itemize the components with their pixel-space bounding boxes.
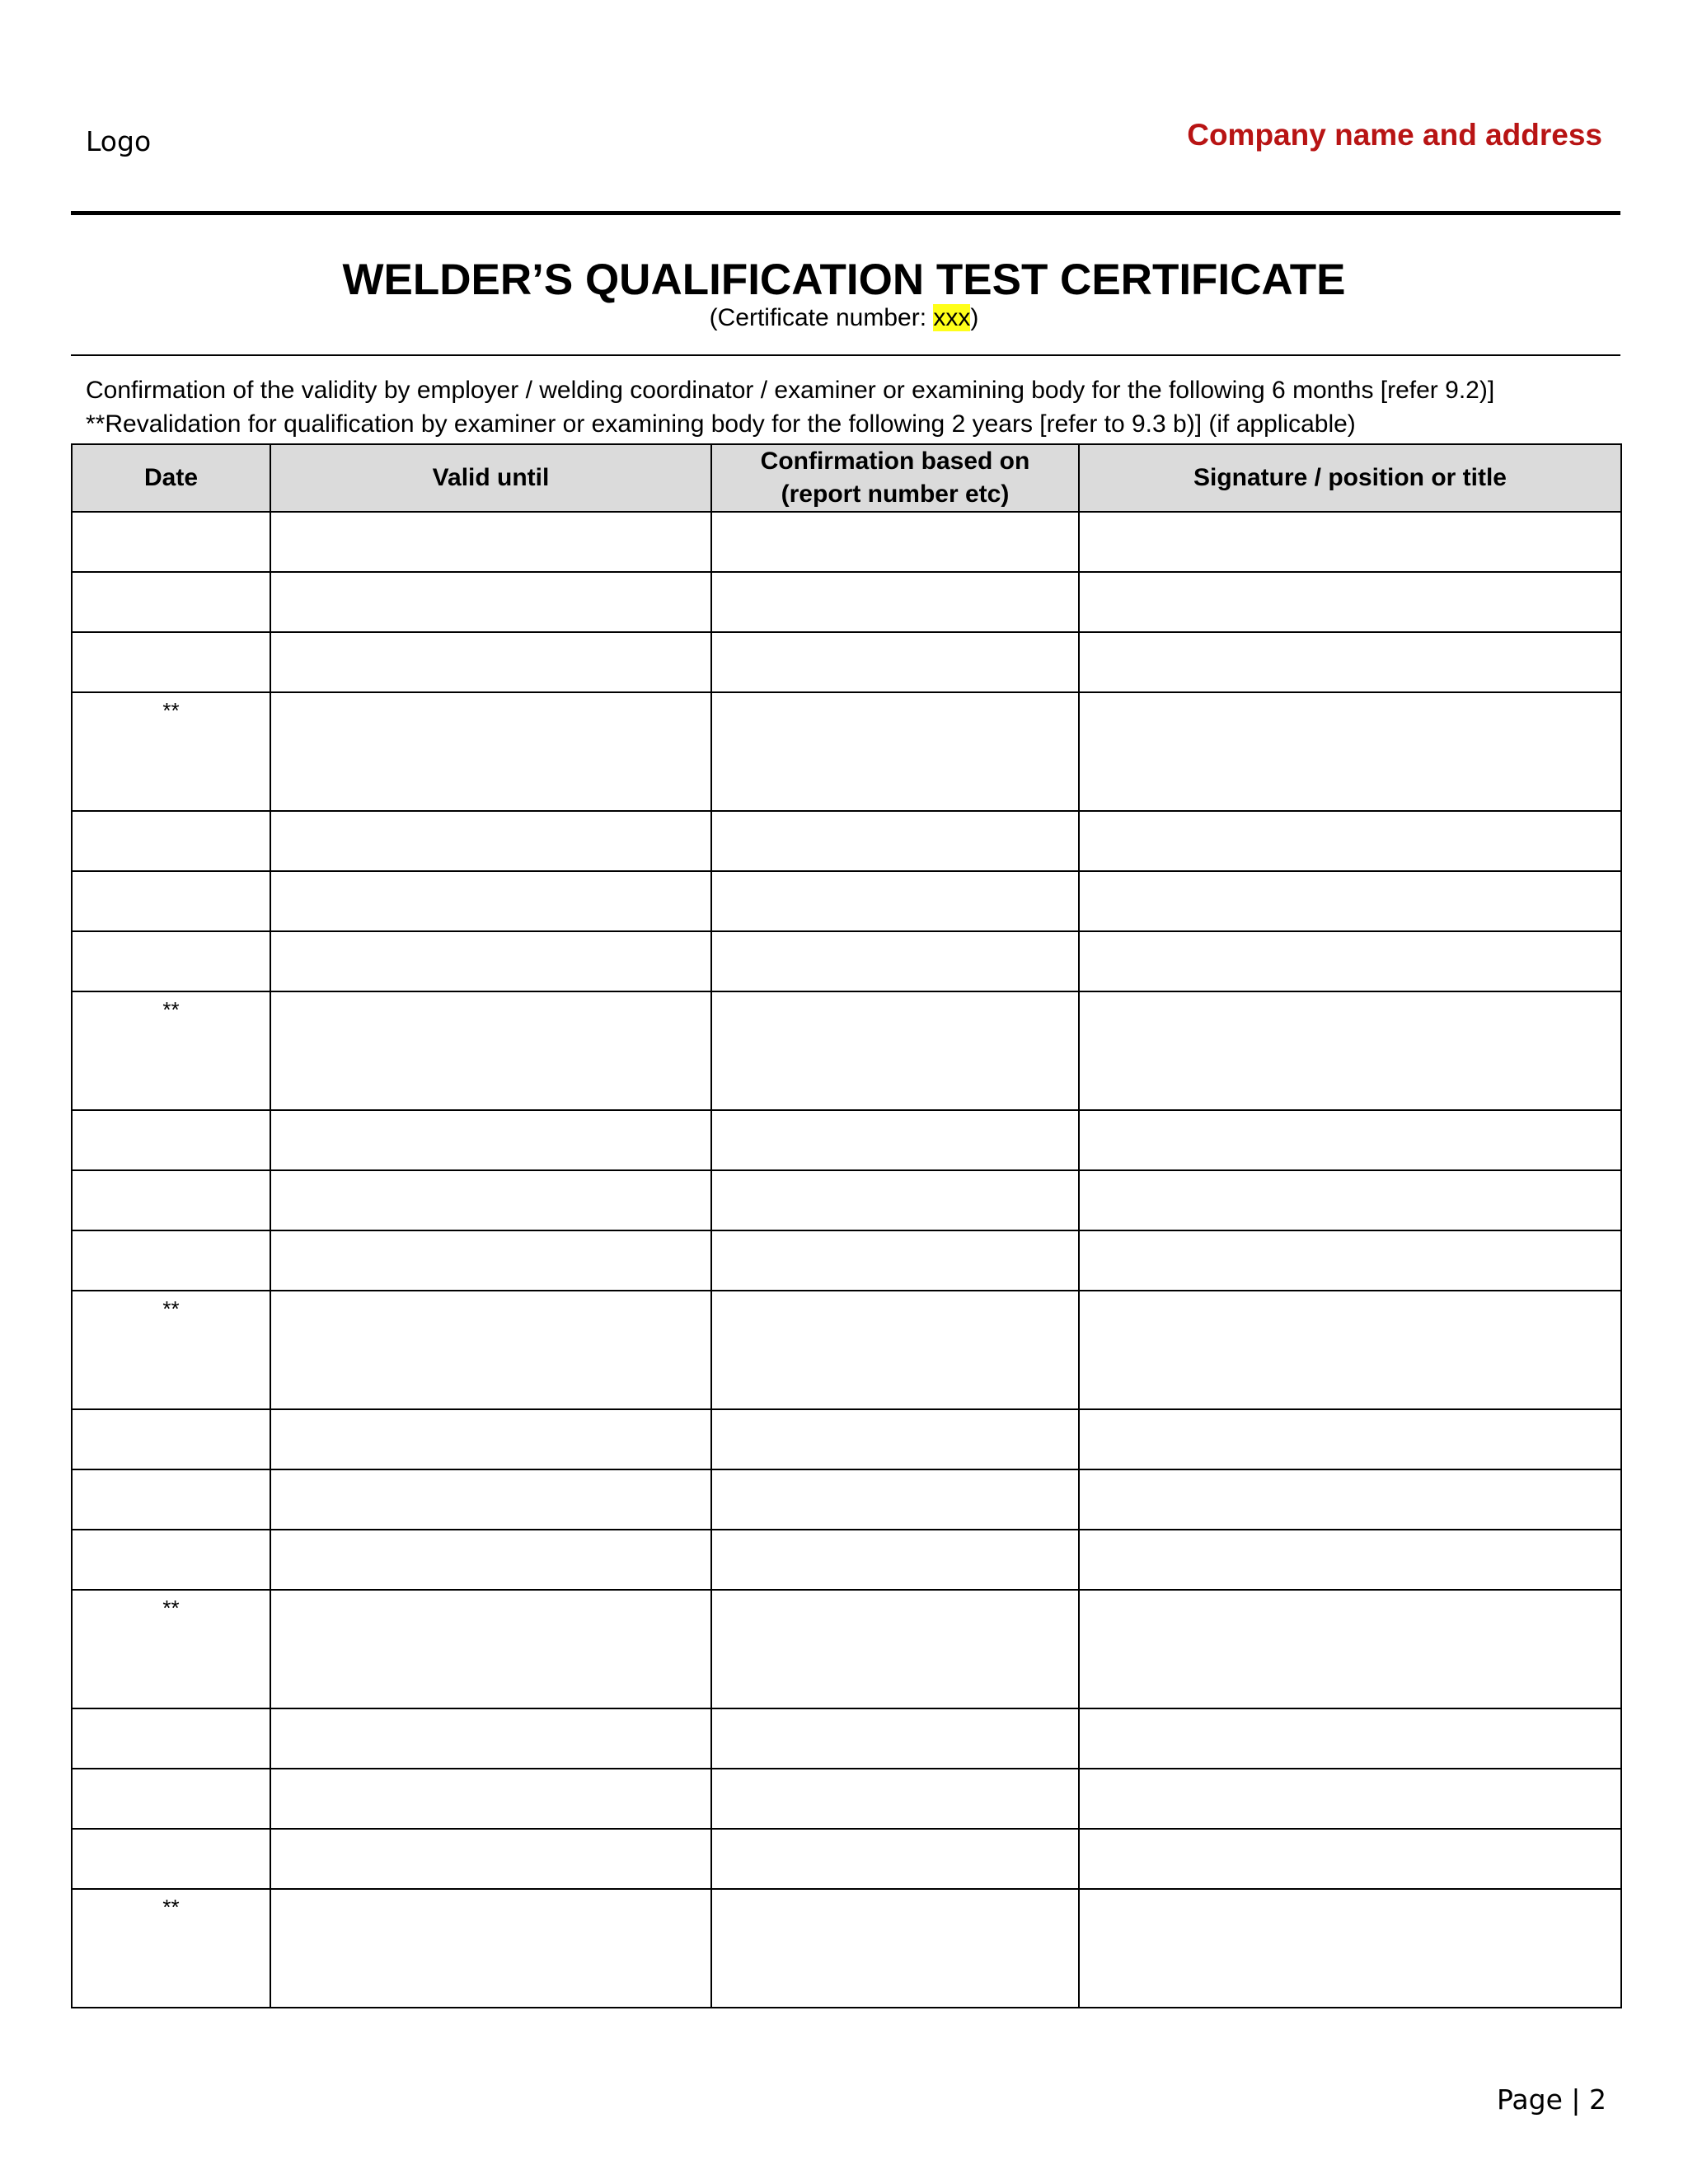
date-cell[interactable]	[72, 931, 270, 991]
valid-until-cell[interactable]	[270, 1889, 711, 2008]
date-cell[interactable]	[72, 811, 270, 871]
revalidation-marker	[73, 1830, 270, 1836]
signature-cell[interactable]	[1079, 1409, 1621, 1469]
valid-until-cell[interactable]	[270, 1110, 711, 1170]
logo-placeholder: Logo	[86, 125, 152, 157]
revalidation-marker: **	[162, 997, 180, 1022]
date-cell[interactable]	[72, 1829, 270, 1889]
valid-until-cell[interactable]	[270, 512, 711, 572]
revalidation-marker	[73, 513, 270, 519]
signature-cell[interactable]	[1079, 931, 1621, 991]
date-cell[interactable]	[72, 1291, 270, 1409]
table-body	[72, 512, 1621, 2008]
confirmation-cell[interactable]	[711, 1769, 1079, 1829]
revalidation-marker	[73, 812, 270, 818]
revalidation-marker: **	[162, 1596, 180, 1620]
table-row	[72, 1889, 1621, 2008]
table-row	[72, 1769, 1621, 1829]
signature-cell[interactable]	[1079, 572, 1621, 632]
date-cell[interactable]	[72, 632, 270, 692]
date-cell[interactable]	[72, 1889, 270, 2008]
table-row	[72, 1530, 1621, 1590]
column-header-date: Date	[72, 444, 270, 512]
valid-until-cell[interactable]	[270, 1769, 711, 1829]
table-row	[72, 692, 1621, 811]
confirmation-cell[interactable]	[711, 1889, 1079, 2008]
revalidation-marker	[73, 1530, 270, 1537]
page-number: Page | 2	[1497, 2083, 1606, 2116]
table-row	[72, 1110, 1621, 1170]
column-header-signature: Signature / position or title	[1079, 444, 1621, 512]
signature-cell[interactable]	[1079, 512, 1621, 572]
valid-until-cell[interactable]	[270, 692, 711, 811]
confirmation-cell[interactable]	[711, 1708, 1079, 1769]
confirmation-cell[interactable]	[711, 632, 1079, 692]
table-row	[72, 572, 1621, 632]
signature-cell[interactable]	[1079, 811, 1621, 871]
date-cell[interactable]	[72, 1769, 270, 1829]
column-header-valid-until: Valid until	[270, 444, 711, 512]
table-row	[72, 811, 1621, 871]
valid-until-cell[interactable]	[270, 871, 711, 931]
valid-until-cell[interactable]	[270, 1230, 711, 1291]
revalidation-marker	[73, 1470, 270, 1477]
valid-until-cell[interactable]	[270, 1708, 711, 1769]
confirmation-cell[interactable]	[711, 811, 1079, 871]
valid-until-cell[interactable]	[270, 931, 711, 991]
date-cell[interactable]	[72, 692, 270, 811]
table-row	[72, 1590, 1621, 1708]
signature-cell[interactable]	[1079, 991, 1621, 1110]
date-cell[interactable]	[72, 572, 270, 632]
certificate-number-value: xxx	[933, 304, 971, 331]
table-row	[72, 871, 1621, 931]
date-cell[interactable]	[72, 1530, 270, 1590]
signature-cell[interactable]	[1079, 1889, 1621, 2008]
valid-until-cell[interactable]	[270, 1469, 711, 1530]
title-divider	[71, 354, 1620, 356]
certificate-number-line	[0, 303, 1688, 333]
table-row	[72, 512, 1621, 572]
confirmation-cell[interactable]	[711, 991, 1079, 1110]
date-cell[interactable]	[72, 991, 270, 1110]
confirmation-cell[interactable]	[711, 931, 1079, 991]
signature-cell[interactable]	[1079, 1769, 1621, 1829]
valid-until-cell[interactable]	[270, 1829, 711, 1889]
certificate-number-prefix: (Certificate number:	[709, 304, 934, 331]
table-row	[72, 1230, 1621, 1291]
header-divider	[71, 211, 1620, 215]
revalidation-note: **Revalidation for qualification by examiner or examining body for the following 2 years [refer to 9.3 b)] (if applicable)	[86, 410, 1356, 438]
revalidation-marker	[73, 872, 270, 879]
page-title: WELDER’S QUALIFICATION TEST CERTIFICATE	[342, 255, 1346, 304]
valid-until-cell[interactable]	[270, 1409, 711, 1469]
confirmation-cell[interactable]	[711, 1110, 1079, 1170]
table-row	[72, 1708, 1621, 1769]
certificate-number-suffix: )	[970, 304, 979, 331]
table-row	[72, 1291, 1621, 1409]
date-cell[interactable]	[72, 1469, 270, 1530]
table-row	[72, 1829, 1621, 1889]
confirmation-cell[interactable]	[711, 1829, 1079, 1889]
confirmation-cell[interactable]	[711, 1409, 1079, 1469]
company-name-address: Company name and address	[1187, 118, 1602, 152]
signature-cell[interactable]	[1079, 632, 1621, 692]
valid-until-cell[interactable]	[270, 1530, 711, 1590]
signature-cell[interactable]	[1079, 871, 1621, 931]
column-header-confirmation	[711, 444, 1079, 512]
signature-cell[interactable]	[1079, 692, 1621, 811]
signature-cell[interactable]	[1079, 1708, 1621, 1769]
revalidation-marker	[73, 1231, 270, 1238]
table-row	[72, 1170, 1621, 1230]
date-cell[interactable]	[72, 871, 270, 931]
valid-until-cell[interactable]	[270, 1170, 711, 1230]
valid-until-cell[interactable]	[270, 632, 711, 692]
confirmation-cell[interactable]	[711, 1530, 1079, 1590]
revalidation-marker	[73, 1410, 270, 1417]
table-row	[72, 632, 1621, 692]
signature-cell[interactable]	[1079, 1110, 1621, 1170]
signature-cell[interactable]	[1079, 1469, 1621, 1530]
column-header-confirmation-text: Confirmation based on (report number etc)	[760, 448, 1030, 508]
valid-until-cell[interactable]	[270, 1590, 711, 1708]
confirmation-cell[interactable]	[711, 512, 1079, 572]
date-cell[interactable]	[72, 1708, 270, 1769]
revalidation-marker	[73, 1111, 270, 1118]
revalidation-marker	[73, 1171, 270, 1178]
signature-cell[interactable]	[1079, 1829, 1621, 1889]
revalidation-marker: **	[162, 1895, 180, 1919]
confirmation-cell[interactable]	[711, 692, 1079, 811]
signature-cell[interactable]	[1079, 1590, 1621, 1708]
table-row	[72, 1409, 1621, 1469]
signature-cell[interactable]	[1079, 1530, 1621, 1590]
confirmation-table	[71, 443, 1622, 2008]
date-cell[interactable]	[72, 1230, 270, 1291]
date-cell[interactable]	[72, 512, 270, 572]
confirmation-cell[interactable]	[711, 871, 1079, 931]
table-row	[72, 991, 1621, 1110]
date-cell[interactable]	[72, 1170, 270, 1230]
confirmation-cell[interactable]	[711, 1230, 1079, 1291]
signature-cell[interactable]	[1079, 1230, 1621, 1291]
signature-cell[interactable]	[1079, 1170, 1621, 1230]
valid-until-cell[interactable]	[270, 1291, 711, 1409]
valid-until-cell[interactable]	[270, 991, 711, 1110]
confirmation-cell[interactable]	[711, 1469, 1079, 1530]
signature-cell[interactable]	[1079, 1291, 1621, 1409]
revalidation-marker	[73, 633, 270, 640]
validity-note: Confirmation of the validity by employer / welding coordinator / examiner or examining body for the following 6 months [refer 9.2)]	[86, 377, 1495, 404]
revalidation-marker: **	[162, 698, 180, 723]
revalidation-marker	[73, 1769, 270, 1776]
table-row	[72, 931, 1621, 991]
revalidation-marker	[73, 1709, 270, 1716]
confirmation-cell[interactable]	[711, 1291, 1079, 1409]
valid-until-cell[interactable]	[270, 811, 711, 871]
valid-until-cell[interactable]	[270, 572, 711, 632]
confirmation-cell[interactable]	[711, 1170, 1079, 1230]
date-cell[interactable]	[72, 1590, 270, 1708]
revalidation-marker: **	[162, 1296, 180, 1321]
date-cell[interactable]	[72, 1409, 270, 1469]
revalidation-marker	[73, 932, 270, 939]
confirmation-cell[interactable]	[711, 1590, 1079, 1708]
revalidation-marker	[73, 573, 270, 579]
date-cell[interactable]	[72, 1110, 270, 1170]
table-row	[72, 1469, 1621, 1530]
table-header-row	[72, 444, 1621, 512]
confirmation-cell[interactable]	[711, 572, 1079, 632]
